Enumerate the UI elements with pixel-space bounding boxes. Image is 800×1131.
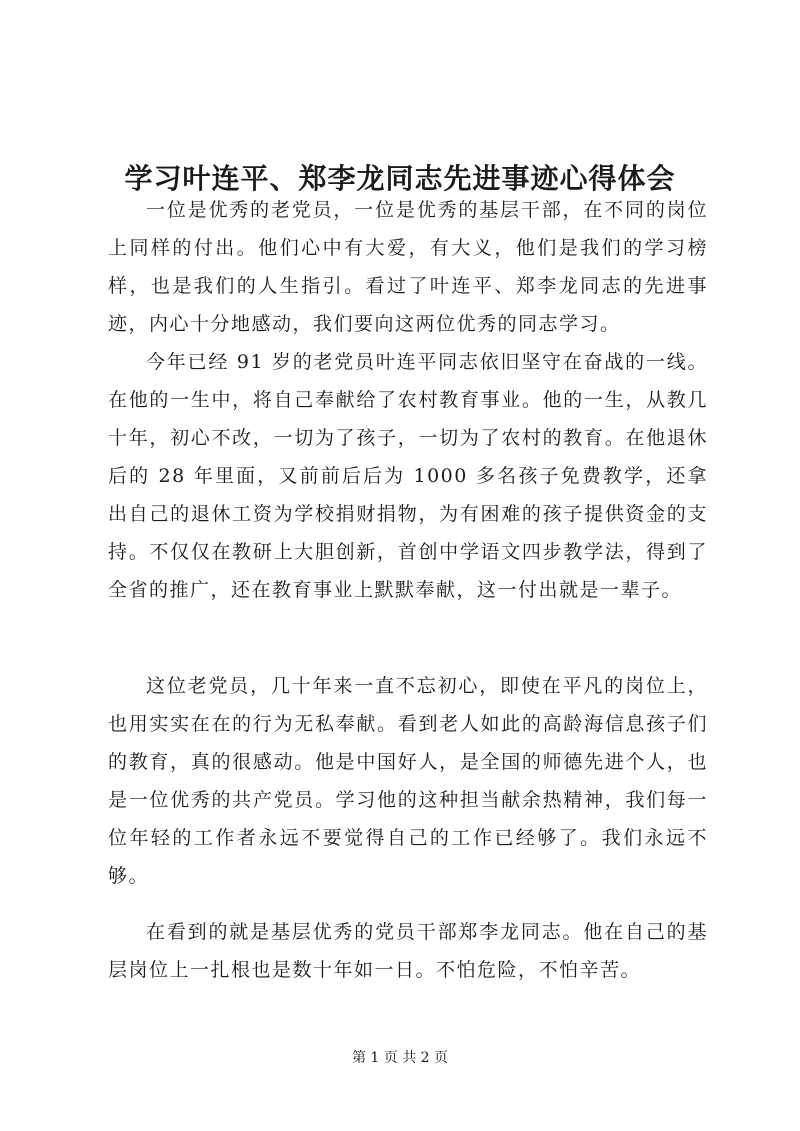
document-title: 学习叶连平、郑李龙同志先进事迹心得体会 bbox=[124, 161, 676, 195]
paragraph-3: 这位老党员，几十年来一直不忘初心，即使在平凡的岗位上，也用实实在在的行为无私奉献。看到老人如此的高龄海信息孩子们的教育，真的很感动。他是中国好人，是全国的师德先进个人，也是一位优秀的共产党员。学习他的这种担当献余热精神，我们每一位年轻的工作者永远不要觉得自己的工作已经够了。我们永远不够。 bbox=[108, 675, 708, 887]
paragraph-2: 今年已经 91 岁的老党员叶连平同志依旧坚守在奋战的一线。在他的一生中，将自己奉献给了农村教育事业。他的一生，从教几十年，初心不改，一切为了孩子，一切为了农村的教育。在他退休后的 28 年里面，又前前后后为 1000 多名孩子免费教学，还拿出自己的退休工资为学校捐财捐物，为有困难的孩子提供资金的支持。不仅仅在教研上大胆创新，首创中学语文四步教学法，得到了全省的推广，还在教育事业上默默奉献，这一付出就是一辈子。 bbox=[108, 351, 708, 601]
paragraph-1: 一位是优秀的老党员，一位是优秀的基层干部，在不同的岗位上同样的付出。他们心中有大爱，有大义，他们是我们的学习榜样，也是我们的人生指引。看过了叶连平、郑李龙同志的先进事迹，内心十分地感动，我们要向这两位优秀的同志学习。 bbox=[108, 199, 708, 335]
page-footer: 第 1 页 共 2 页 bbox=[351, 1050, 449, 1066]
paragraph-4: 在看到的就是基层优秀的党员干部郑李龙同志。他在自己的基层岗位上一扎根也是数十年如一日。不怕危险，不怕辛苦。 bbox=[108, 921, 708, 981]
